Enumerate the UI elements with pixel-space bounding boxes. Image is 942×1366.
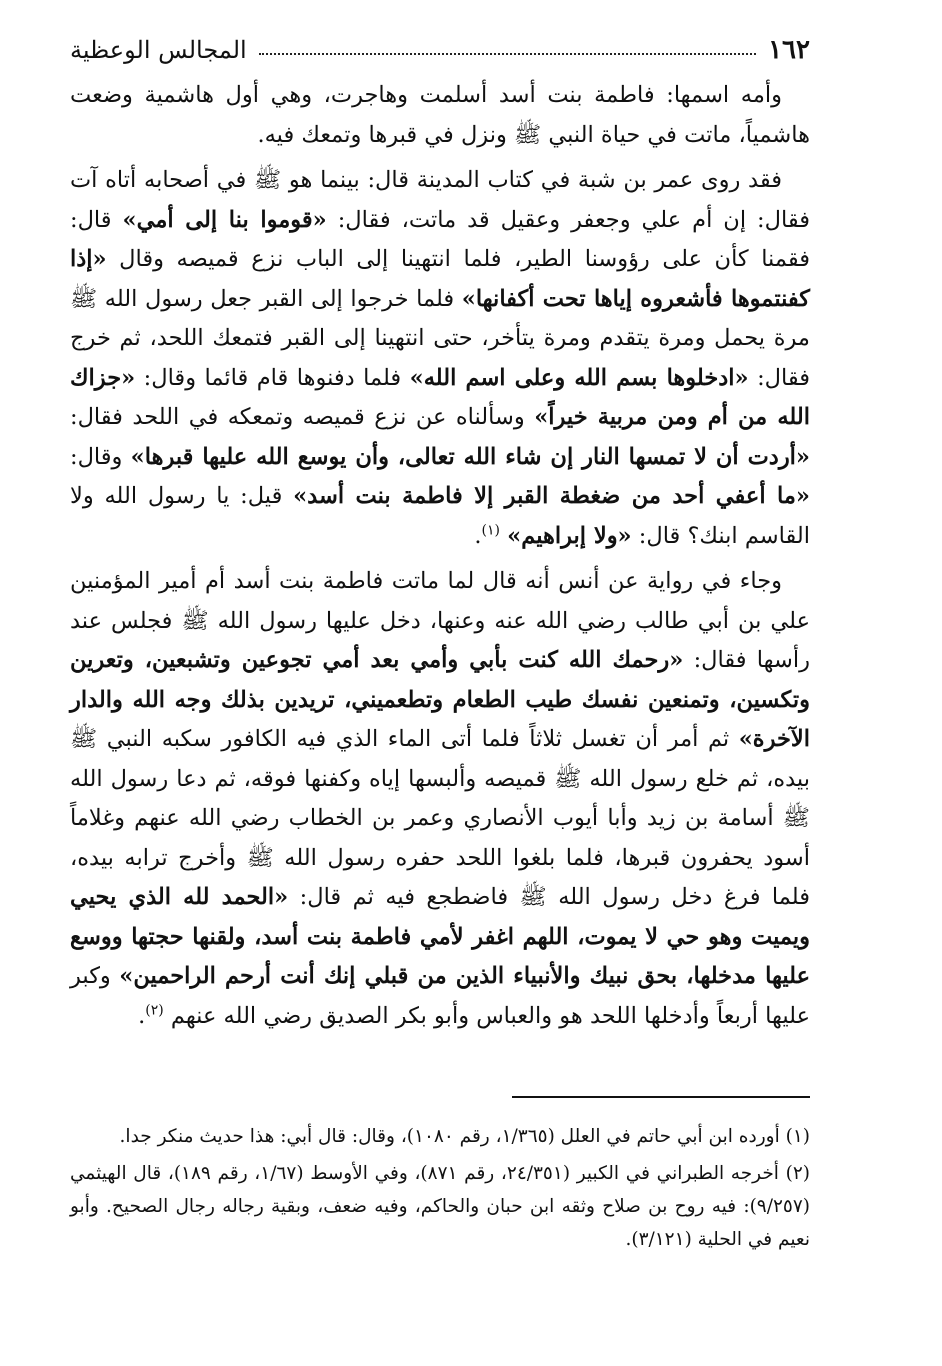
text-run: وسألناه عن نزع قميصه وتمعكه في اللحد فقال: [70, 404, 535, 430]
text-run: فقد روى عمر بن شبة في كتاب المدينة قال: بينما هو ﷺ في أصحابه أتاه آت فقال: إن أم علي وجعفر وعقيل قد ماتت، فقال: [70, 167, 810, 233]
hadith-quote: «ما أعفي أحد من ضغطة القبر إلا فاطمة بنت أسد» [293, 483, 810, 509]
text-run: . [138, 1002, 146, 1029]
text-run: وقال: [70, 443, 131, 470]
main-text [70, 76, 810, 1036]
footnote-2: (٢) أخرجه الطبراني في الكبير (٢٤/٣٥١، رقم ٨٧١)، وفي الأوسط (١/٦٧، رقم ١٨٩)، قال الهيثمي (٩/٢٥٧): فيه روح بن صلاح وثقه ابن حبان والحاكم، وفيه ضعف، وبقية رجاله رجال الصحيح. وأبو نعيم في الحلية (٣/١٢١). [70, 1163, 810, 1250]
paragraph-3 [70, 562, 810, 1036]
hadith-quote: «قوموا بنا إلى أمي» [122, 206, 327, 233]
footnotes [70, 1120, 810, 1260]
footnote-1: (١) أورده ابن أبي حاتم في العلل (١/٣٦٥، رقم ١٠٨٠)، وقال: قال أبي: هذا حديث منكر جدا. [119, 1126, 810, 1147]
text-run: قال: فقمنا كأن على رؤوسنا الطير، فلما انتهينا إلى الباب نزع قميصه وقال [70, 206, 810, 272]
text-run: . [474, 522, 482, 549]
footnote-reference-1[interactable]: (١) [481, 522, 500, 538]
text-run: وجاء في رواية عن أنس أنه قال لما ماتت فاطمة بنت أسد أم أمير المؤمنين علي بن أبي طالب رضي الله عنه وعنها، دخل عليها رسول الله ﷺ فجلس عند رأسها فقال: [70, 568, 810, 673]
hadith-quote: «الحمد لله الذي يحيي ويميت وهو حي لا يموت، اللهم اغفر لأمي فاطمة بنت أسد، ولقنها حجتها ووسع عليها مدخلها، بحق نبيك والأنبياء الذين من قبلي إنك أنت أرحم الراحمين» [70, 884, 810, 989]
paragraph-1: وأمه اسمها: فاطمة بنت أسد أسلمت وهاجرت، وهي أول هاشمية وضعت هاشمياً، ماتت في حياة النبي ﷺ ونزل في قبرها وتمعك فيه. [70, 82, 810, 148]
hadith-quote: «جزاك الله من أم ومن مربية خيراً» [70, 364, 810, 430]
page-header [70, 30, 810, 70]
paragraph-2 [70, 161, 810, 556]
text-run: قيل: يا رسول الله ولا القاسم ابنك؟ قال: [70, 483, 810, 549]
hadith-quote: «رحمك الله كنت بأبي وأمي بعد أمي تجوعين وتشبعين، وتعرين وتكسين، وتمنعين نفسك طيب الطعام وتطعميني، تريدين بذلك وجه الله والدار الآخرة» [70, 647, 810, 752]
text-run: فلما خرجوا إلى القبر جعل رسول الله ﷺ مرة يحمل ومرة يتقدم ومرة يتأخر، حتى انتهينا إلى القبر فتمعك اللحد، ثم خرج فقال: [70, 285, 810, 391]
hadith-quote: «ولا إبراهيم» [507, 522, 632, 549]
running-title: المجالس الوعظية [70, 36, 247, 64]
hadith-quote: «أردت أن لا تمسها النار إن شاء الله تعالى، وأن يوسع الله عليها قبرها» [130, 443, 810, 470]
hadith-quote: «إذا كفنتموها فأشعروه إياها تحت أكفانها» [70, 246, 810, 312]
header-dotted-leader [259, 53, 756, 55]
hadith-quote: «ادخلوها بسم الله وعلى اسم الله» [409, 364, 749, 391]
text-run: وكبر عليها أربعاً وأدخلها اللحد هو والعباس وأبو بكر الصديق رضي الله عنهم [70, 963, 810, 1029]
text-run: ثم أمر أن تغسل ثلاثاً فلما أتى الماء الذي فيه الكافور سكبه النبي ﷺ بيده، ثم خلع رسول الله ﷺ قميصه وألبسها إياه وكفنها فوقه، ثم دعا رسول الله ﷺ أسامة بن زيد وأبا أيوب الأنصاري وعمر بن الخطاب رضي الله عنهم وغلاماً أسود يحفرون قبرها، فلما بلغوا اللحد حفره رسول الله ﷺ وأخرج ترابه بيده، فلما فرغ دخل رسول الله ﷺ فاضطجع فيه ثم قال: [70, 726, 810, 910]
footnote-separator [512, 1096, 810, 1098]
footnote-reference-2[interactable]: (٢) [145, 1002, 164, 1018]
page-number: ١٦٢ [768, 35, 810, 65]
text-run: فلما دفنوها قام قائما وقال: [135, 364, 410, 391]
